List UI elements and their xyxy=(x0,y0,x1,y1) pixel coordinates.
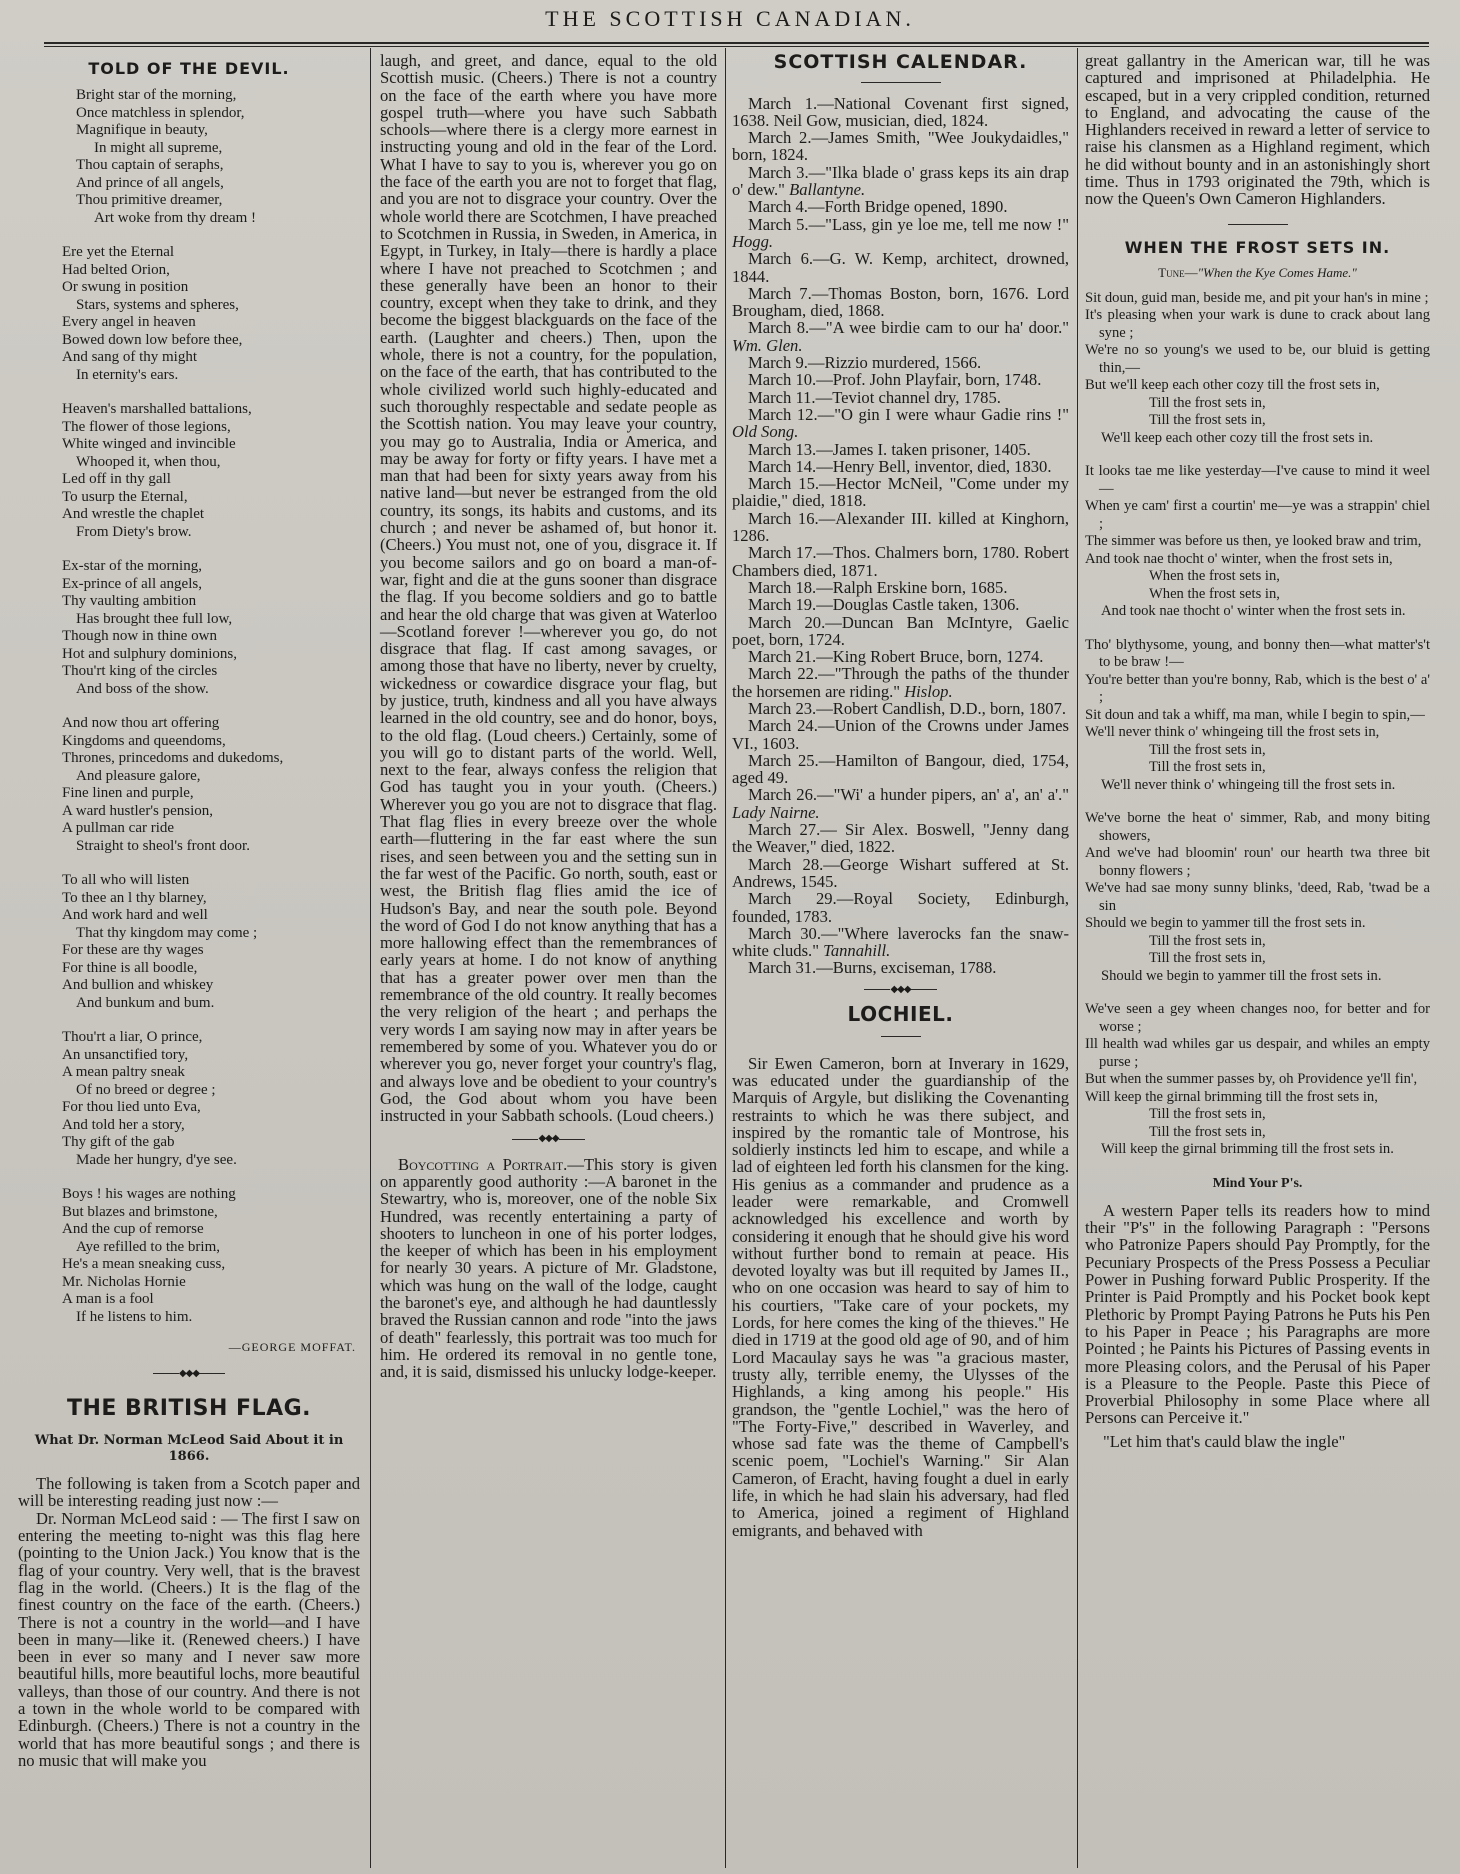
calendar-entry xyxy=(732,458,1069,475)
article-paragraph: Dr. Norman McLeod said : — The first I saw on entering the meeting to-night was this flag here (pointing to the Union Jack.) You know that is the flag of your country. Very well, that is the bravest flag in the world. (Cheers.) It is the flag of the finest country on the face of the earth. (Cheers.) There is not a country in the world—and I have been in many—like it. (Renewed cheers.) I have been in ever so many and I never saw more beautiful hills, more beautiful lochs, more beautiful valleys, than those of our country. And there is not a town in the whole world to be compared with Edinburgh. (Cheers.) There is not a country in the world that has more beautiful songs ; and there is no music that will make you xyxy=(18,1508,360,1770)
tune-label: Tune— xyxy=(1158,265,1198,281)
calendar-date: March 5. xyxy=(748,214,809,234)
calendar-entry xyxy=(732,371,1069,388)
poem-line: We've had sae mony sunny blinks, 'deed, Rab, 'twad be a sin xyxy=(1085,880,1430,914)
title-rule xyxy=(732,73,1069,90)
column-1 xyxy=(18,52,360,1769)
boycott-item xyxy=(380,1156,717,1381)
poem-line: To thee an l thy blarney, xyxy=(62,889,207,906)
calendar-entry xyxy=(732,700,1069,717)
calendar-entry xyxy=(732,752,1069,787)
poem-line: Bright star of the morning, xyxy=(76,87,237,104)
poem-line: Fine linen and purple, xyxy=(62,785,194,802)
calendar-date: March 31. xyxy=(748,958,817,978)
calendar-text: —"Where laverocks fan the snaw-white cluds." xyxy=(732,923,1069,961)
masthead-rule-thin xyxy=(44,46,1429,47)
poem-line: And sang of thy might xyxy=(62,349,197,366)
poem-line: A pullman car ride xyxy=(62,820,175,837)
poem-line: Or swung in position xyxy=(62,279,189,296)
poem-line: White winged and invincible xyxy=(62,436,236,453)
poem-stanza xyxy=(62,715,360,855)
calendar-entry xyxy=(732,198,1069,215)
poem-line: And took nae thocht o' winter when the frost sets in. xyxy=(1101,603,1406,620)
calendar-text: —Forth Bridge opened, 1890. xyxy=(807,197,1008,217)
poem-line: Ere yet the Eternal xyxy=(62,244,175,261)
calendar-entry xyxy=(732,164,1069,199)
calendar-date: March 21. xyxy=(748,647,817,667)
calendar-text: —Hector McNeil, "Come under my plaidie," died, 1818. xyxy=(732,474,1069,511)
article-title: THE BRITISH FLAG. xyxy=(66,1395,312,1421)
poem-line: Magnifique in beauty, xyxy=(76,122,208,139)
poem-line: Till the frost sets in, xyxy=(1149,741,1266,758)
poem-line: Till the frost sets in, xyxy=(1149,394,1266,411)
calendar-date: March 10. xyxy=(748,370,817,390)
poem-line: When the frost sets in, xyxy=(1149,568,1280,585)
article-continuation: laugh, and greet, and dance, equal to the old Scottish music. (Cheers.) There is not a country on the face of the earth where you have more gospel truth—where you have such Sabbath schools—where there is a clergy more earnest in instructing young and old in the fear of the Lord. What I have to say to you is, wherever you go on the face of the earth you are not to forget that flag, and you are not to disgrace your country. Over the whole world there are Scotchmen, I have preached to Scotchmen in Russia, in Sweden, in America, in Egypt, in Turkey, in Italy—there is hardly a place where I have not preached to Scotchmen ; and these generally have been an honor to their country, except when they take to drink, and they become the biggest blackguards on the face of the earth. (Laughter and cheers.) Then, upon the whole, there is not a country, for the population, on the face of the earth, that has contributed to the whole civilized world such highly-educated and such thoroughly respectable and sedate people as the Scottish nation. You may leave your country, you may go to Australia, India or America, and may be away for forty or fifty years. I have met a man that had been for sixty years away from his native land—but never be estranged from the old country, its songs, its habits and customs, and its church ; and never be ashamed of, but honor it. (Cheers.) You must not, one of you, disgrace it. If you become sailors and go on board a man-of-war, fight and die at the guns sooner than disgrace the flag. If you become soldiers and go to battle and hear the old charge that was given at Waterloo—Scotland forever !—wherever you go, do not disgrace that flag. If cast among savages, or among those that have no liberty, never by cruelty, wickedness or cowardice disgrace your flag, but by justice, truth, kindness and all you have always learned in the old country, see and do honor, boys, to the old flag. (Loud cheers.) Certainly, some of you will go to distant parts of the world. Well, next to the fear, always confess the religion that God has taught you in your youth. (Cheers.) Wherever you go you are not to disgrace that flag. That flag flies in every breeze over the whole earth—fluttering in the far east where the sun rises, and seen between you and the setting sun in the far west of the Pacific. Go north, south, east or west, the British flag flies amid the ice of Hudson's Bay, and near the south pole. Beyond the word of God I do not know anything that has a more hallowing effect than the remembrances of early years at home. I do not know of anything that has a greater power over men than the remembrance of the old country. It really becomes the very religion of the heart ; and perhaps the very words I am saying now may in after years be remembered by some of you. Whatever you do or wherever you go, never forget your country's flag, and always love and be obedient to your country's God, the God about whom you have been instructed in your Sabbath schools. (Loud cheers.) xyxy=(380,51,717,1126)
calendar-date: March 7. xyxy=(748,283,812,303)
calendar-text: —"O gin I were whaur Gadie rins !" xyxy=(817,404,1069,424)
poem-line: And now thou art offering xyxy=(62,715,220,732)
poem-line: For these are thy wages xyxy=(62,942,204,959)
poem-line: Once matchless in splendor, xyxy=(76,104,245,121)
poem-line: When ye cam' first a courtin' me—ye was a strappin' chiel ; xyxy=(1085,498,1430,532)
poem-signature: —GEORGE MOFFAT. xyxy=(228,1340,356,1355)
calendar-entry xyxy=(732,319,1069,354)
calendar-text: — Sir Alex. Boswell, "Jenny dang the Weaver," died, 1822. xyxy=(732,820,1069,857)
poem-line: Of no breed or degree ; xyxy=(76,1081,216,1098)
closing-quote: "Let him that's cauld blaw the ingle" xyxy=(1103,1431,1346,1451)
calendar-source: Lady Nairne. xyxy=(732,802,820,822)
calendar-entry xyxy=(732,665,1069,700)
calendar-date: March 16. xyxy=(748,508,819,528)
poem-line: Thrones, princedoms and dukedoms, xyxy=(62,750,284,767)
column-divider xyxy=(1077,48,1078,1868)
calendar-text: —National Covenant first signed, 1638. Neil Gow, musician, died, 1824. xyxy=(732,93,1069,130)
calendar-date: March 2. xyxy=(748,128,812,148)
calendar-text: —Henry Bell, inventor, died, 1830. xyxy=(816,456,1052,476)
column-divider xyxy=(725,48,726,1868)
poem-line: But we'll keep each other cozy till the frost sets in, xyxy=(1085,377,1380,394)
calendar-title: SCOTTISH CALENDAR. xyxy=(773,51,1028,73)
poem-line: Till the frost sets in, xyxy=(1149,412,1266,429)
calendar-text: —Rizzio murdered, 1566. xyxy=(807,353,982,373)
calendar-entry xyxy=(732,890,1069,925)
calendar-text: —"A wee birdie cam to our ha' door." xyxy=(809,318,1069,338)
column-3 xyxy=(732,52,1069,1539)
calendar-entry xyxy=(732,786,1069,821)
column-divider xyxy=(370,48,371,1868)
calendar-text: —Robert Candlish, D.D., born, 1807. xyxy=(816,698,1067,718)
poem-line: Every angel in heaven xyxy=(62,314,196,331)
poem-line: Has brought thee full low, xyxy=(76,610,233,627)
poem-line: And wrestle the chaplet xyxy=(62,506,205,523)
poem-line: Stars, systems and spheres, xyxy=(76,296,239,313)
poem-line: Hot and sulphury dominions, xyxy=(62,645,237,662)
calendar-entry xyxy=(732,856,1069,891)
calendar-text: —Union of the Crowns under James VI., 1603. xyxy=(732,716,1069,753)
poem-line: Ill health wad whiles gar us despair, and whiles an empty purse ; xyxy=(1085,1036,1430,1070)
poem-line: We'll never think o' whingeing till the frost sets in. xyxy=(1101,776,1396,793)
calendar-source: Tannahill. xyxy=(823,941,891,961)
calendar-entry xyxy=(732,821,1069,856)
poem-stanza xyxy=(62,401,360,541)
calendar-entry xyxy=(732,95,1069,130)
calendar-entry xyxy=(732,216,1069,251)
poem-line: But blazes and brimstone, xyxy=(62,1203,218,1220)
poem-stanza xyxy=(62,87,360,227)
poem-line: And told her a story, xyxy=(62,1116,185,1133)
calendar-text: —Douglas Castle taken, 1306. xyxy=(816,595,1020,615)
poem-line: We've seen a gey wheen changes noo, for better and for worse ; xyxy=(1085,1001,1430,1035)
calendar-entry xyxy=(732,406,1069,441)
poem-stanza xyxy=(1085,1001,1430,1159)
poem-line: But when the summer passes by, oh Providence ye'll fin', xyxy=(1085,1071,1418,1088)
poem-line: Kingdoms and queendoms, xyxy=(62,732,226,749)
poem-line: Boys ! his wages are nothing xyxy=(62,1186,236,1203)
calendar-text: —Thos. Chalmers born, 1780. Robert Chambers died, 1871. xyxy=(732,543,1070,580)
calendar-entry xyxy=(732,285,1069,320)
poem-line: Till the frost sets in, xyxy=(1149,759,1266,776)
poem-stanza xyxy=(62,872,360,1012)
ornament-divider: ◆◆◆ xyxy=(732,981,1069,998)
calendar-text: —Prof. John Playfair, born, 1748. xyxy=(816,370,1042,390)
poem-line: A ward hustler's pension, xyxy=(62,802,214,819)
calendar-date: March 18. xyxy=(748,577,817,597)
poem-line: In might all supreme, xyxy=(94,139,223,156)
poem-line: To usurp the Eternal, xyxy=(62,488,188,505)
poem-line: And pleasure galore, xyxy=(76,767,201,784)
poem-line: A mean paltry sneak xyxy=(62,1064,185,1081)
poem-line: From Diety's brow. xyxy=(76,523,192,540)
calendar-date: March 20. xyxy=(748,612,826,632)
poem-line: To all who will listen xyxy=(62,872,190,889)
calendar-entry xyxy=(732,354,1069,371)
calendar-entry xyxy=(732,475,1069,510)
poem-line: Till the frost sets in, xyxy=(1149,1106,1266,1123)
poem-line: Till the frost sets in, xyxy=(1149,1123,1266,1140)
calendar-text: —Teviot channel dry, 1785. xyxy=(815,387,1001,407)
calendar-entry xyxy=(732,510,1069,545)
poem-line: That thy kingdom may come ; xyxy=(76,924,258,941)
poem-told-of-the-devil xyxy=(18,87,360,1326)
poem-line: And bunkum and bum. xyxy=(76,994,215,1011)
poem-stanza xyxy=(1085,637,1430,795)
poem-line: Straight to sheol's front door. xyxy=(76,837,250,854)
article-paragraph: The following is taken from a Scotch paper and will be interesting reading just now :— xyxy=(18,1474,360,1511)
poem-line: For thine is all boodle, xyxy=(62,959,198,976)
poem-frost xyxy=(1085,290,1430,1159)
poem-line: It looks tae me like yesterday—I've cause to mind it weel— xyxy=(1085,463,1430,497)
poem-line: Should we begin to yammer till the frost sets in. xyxy=(1085,915,1366,932)
calendar-entry xyxy=(732,959,1069,976)
calendar-date: March 30. xyxy=(748,923,821,943)
poem-line: Heaven's marshalled battalions, xyxy=(62,401,252,418)
calendar-date: March 25. xyxy=(748,750,819,770)
lochiel-title: LOCHIEL. xyxy=(847,1002,954,1027)
calendar-date: March 8. xyxy=(748,318,810,338)
calendar-entry xyxy=(732,717,1069,752)
calendar-date: March 19. xyxy=(748,595,817,615)
poem-line: Ex-star of the morning, xyxy=(62,558,202,575)
calendar-text: —"Lass, gin ye loe me, tell me now !" xyxy=(808,214,1069,234)
calendar-text: —"Wi' a hunder pipers, an' a', an' a'." xyxy=(817,785,1070,805)
column-2 xyxy=(380,52,717,1381)
calendar-source: Wm. Glen. xyxy=(732,335,803,355)
calendar-text: —Thomas Boston, born, 1676. Lord Brougham, died, 1868. xyxy=(732,283,1070,321)
calendar-date: March 26. xyxy=(748,785,818,805)
calendar-date: March 9. xyxy=(748,353,808,373)
poem-line: Sit doun, guid man, beside me, and pit your han's in mine ; xyxy=(1085,289,1429,306)
poem-line: Thou'rt a liar, O prince, xyxy=(62,1029,203,1046)
calendar-date: March 24. xyxy=(748,716,818,736)
poem-line: And work hard and well xyxy=(62,907,208,924)
calendar-date: March 22. xyxy=(748,664,819,684)
calendar-date: March 4. xyxy=(748,197,808,217)
poem-stanza xyxy=(62,1186,360,1326)
poem-stanza xyxy=(62,244,360,384)
calendar-text: —G. W. Kemp, architect, drowned, 1844. xyxy=(732,249,1069,286)
poem-line: Ex-prince of all angels, xyxy=(62,575,202,592)
poem-line: We'll never think o' whingeing till the frost sets in, xyxy=(1085,724,1380,741)
poem-line: For thou lied unto Eva, xyxy=(62,1099,201,1116)
calendar-entry xyxy=(732,579,1069,596)
poem-line: Thou primitive dreamer, xyxy=(76,192,223,209)
calendar-date: March 3. xyxy=(748,162,809,182)
mind-title: Mind Your P's. xyxy=(1212,1175,1303,1191)
calendar-text: —"Ilka blade o' grass keps its ain drap o' dew." xyxy=(732,162,1069,200)
boycott-text: —This story is given on apparently good authority :—A baronet in the Stewartry, who is, moreover, one of the noble Six Hundred, was recently entertaining a party of shooters to luncheon in one of his porter lodges, the keeper of which has been in his employment for nearly 30 years. A picture of Mr. Gladstone, which was hung on the wall of the lodge, caught the baronet's eye, and although he had dauntlessly braved the Russian cannon and rode "into the jaws of death" fearlessly, this portrait was too much for him. He ordered its removal in no gentle tone, and, it is said, dismissed his unlucky lodge-keeper. xyxy=(380,1154,717,1382)
poem-line: Will keep the girnal brimming till the frost sets in, xyxy=(1085,1088,1378,1105)
article-subtitle: What Dr. Norman McLeod Said About it in 1866. xyxy=(34,1433,344,1465)
calendar-text: —King Robert Bruce, born, 1274. xyxy=(816,647,1044,667)
poem-line: Should we begin to yammer till the frost sets in. xyxy=(1101,967,1382,984)
poem-line: An unsanctified tory, xyxy=(62,1046,189,1063)
calendar-entry xyxy=(732,648,1069,665)
calendar-entry xyxy=(732,614,1069,649)
poem-line: And took nae thocht o' winter, when the frost sets in, xyxy=(1085,550,1393,567)
calendar-date: March 28. xyxy=(748,854,824,874)
calendar-text: —George Wishart suffered at St. Andrews, 1545. xyxy=(732,854,1069,891)
calendar-text: —Royal Society, Edinburgh, founded, 1783. xyxy=(732,889,1070,926)
calendar-source: Hislop. xyxy=(904,681,953,701)
tune-name: "When the Kye Comes Hame." xyxy=(1197,265,1357,281)
poem-line: In eternity's ears. xyxy=(76,366,179,383)
calendar-entry xyxy=(732,441,1069,458)
calendar-source: Old Song. xyxy=(732,422,799,442)
poem-line: And prince of all angels, xyxy=(76,174,224,191)
poem-line: When the frost sets in, xyxy=(1149,585,1280,602)
calendar-entry xyxy=(732,925,1069,960)
mind-text: A western Paper tells its readers how to mind their "P's" in the following Paragraph : "Persons who Patronize Papers should Pay Promptly, for the Pecuniary Prospects of the Press Possess a Peculiar Power in Pushing forward Public Prosperity. If the Printer is Paid Promptly and his Pocket book kept Plethoric by Prompt Paying Patrons he Puts his Pen to his Paper in Peace ; his Paragraphs are more Pointed ; he Paints his Pictures of Passing events in more Pleasing colors, and the Perusal of his Paper is a Pleasure to the People. Paste this Piece of Proverbial Philosophy in some Place where all Persons can Perceive it." xyxy=(1085,1200,1430,1428)
poem-line: And the cup of remorse xyxy=(62,1221,204,1238)
calendar-text: —James I. taken prisoner, 1405. xyxy=(816,439,1031,459)
calendar-source: Ballantyne. xyxy=(789,180,866,200)
calendar-text: —Alexander III. killed at Kinghorn, 1286. xyxy=(732,508,1069,546)
poem-line: We'll keep each other cozy till the frost sets in. xyxy=(1101,429,1374,446)
poem-line: We're no so young's we used to be, our bluid is getting thin,— xyxy=(1085,342,1430,376)
poem-line: Thy vaulting ambition xyxy=(62,593,197,610)
boycott-title: Boycotting a Portrait. xyxy=(398,1154,568,1174)
poem-stanza xyxy=(1085,810,1430,985)
calendar-text: —Burns, exciseman, 1788. xyxy=(816,958,997,978)
poem-line: Sit doun and tak a whiff, ma man, while I begin to spin,— xyxy=(1085,706,1425,723)
poem-line: He's a mean sneaking cuss, xyxy=(62,1256,226,1273)
lochiel-continuation: great gallantry in the American war, till he was captured and imprisoned at Philadelphia. He escaped, but in a very crippled condition, returned to England, and advocating the cause of the Highlanders received in reward a letter of service to raise his clansmen as a Highland regiment, which he did without bounty and in an astonishingly short time. Thus in 1793 originated the 79th, which is now the Queen's Own Cameron Highlanders. xyxy=(1085,51,1430,209)
calendar-date: March 27. xyxy=(748,820,821,840)
calendar-date: March 14. xyxy=(748,456,817,476)
calendar-date: March 29. xyxy=(748,889,837,909)
masthead-rule xyxy=(44,42,1429,44)
lochiel-text: Sir Ewen Cameron, born at Inverary in 1629, was educated under the guardianship of the Marquis of Argyle, but disliking the Covenanting restraints to which he was there subject, and inspired by the romantic tale of Montrose, his soldierly instincts led him to escape, and while a lad of eighteen led forth his clansmen for the king. His genius as a commander and prudence as a leader were remarkable, and Cromwell acknowledged his excellence and worth by considering it enough that he should give his word without further bond to remain at peace. His devoted loyalty was but ill requited by James II., who on one occasion was heard to say of him to his courtiers, "Take care of your pockets, my Lords, for here comes the king of the thieves." He died in 1719 at the good old age of 90, and of him Lord Macaulay says he was "a gracious master, trusty ally, terrible enemy, the Ulysses of the Highlands, a king among his people." His grandson, the "gentle Lochiel," was the hero of "The Forty-Five," described in Waverley, and whose sad fate was the theme of Campbell's scenic poem, "Lochiel's Warning." Sir Alan Cameron, of Eracht, having fought a duel in early life, in which he had slain his adversary, had fled to America, joined a regiment of Highland emigrants, and behaved with xyxy=(732,1053,1069,1540)
masthead: THE SCOTTISH CANADIAN. xyxy=(545,6,915,31)
poem-line: Till the frost sets in, xyxy=(1149,932,1266,949)
poem-line: Tho' blythysome, young, and bonny then—what matter's't to be braw !— xyxy=(1085,636,1430,671)
poem-line: Made her hungry, d'ye see. xyxy=(76,1151,237,1168)
poem-line: Thy gift of the gab xyxy=(62,1134,175,1151)
poem-stanza xyxy=(62,1029,360,1169)
calendar-entry xyxy=(732,389,1069,406)
poem-line: Mr. Nicholas Hornie xyxy=(62,1273,186,1290)
column-4 xyxy=(1085,52,1430,1450)
poem-title: TOLD OF THE DEVIL. xyxy=(88,59,290,78)
calendar-entry xyxy=(732,596,1069,613)
calendar-text: —Duncan Ban McIntyre, Gaelic poet, born, 1724. xyxy=(732,612,1070,649)
poem-line: Bowed down low before thee, xyxy=(62,331,243,348)
calendar-source: Hogg. xyxy=(732,231,774,251)
title-rule xyxy=(1085,216,1430,233)
calendar-date: March 6. xyxy=(748,249,814,269)
poem-line: We've borne the heat o' simmer, Rab, and mony biting showers, xyxy=(1085,810,1430,844)
calendar-text: —Ralph Erskine born, 1685. xyxy=(816,577,1008,597)
calendar-list xyxy=(732,95,1069,977)
poem-line: Had belted Orion, xyxy=(62,261,170,278)
frost-tune xyxy=(1085,264,1430,281)
calendar-date: March 1. xyxy=(748,93,818,113)
poem-line: Till the frost sets in, xyxy=(1149,950,1266,967)
calendar-date: March 13. xyxy=(748,439,817,459)
calendar-entry xyxy=(732,250,1069,285)
poem-line: Thou'rt king of the circles xyxy=(62,663,218,680)
poem-stanza xyxy=(1085,290,1430,448)
poem-line: The flower of those legions, xyxy=(62,418,231,435)
calendar-date: March 15. xyxy=(748,474,820,494)
poem-line: Whooped it, when thou, xyxy=(76,453,221,470)
poem-line: Though now in thine own xyxy=(62,628,217,645)
poem-line: Led off in thy gall xyxy=(62,471,171,488)
calendar-date: March 23. xyxy=(748,698,817,718)
calendar-entry xyxy=(732,544,1069,579)
poem-line: The simmer was before us then, ye looked braw and trim, xyxy=(1085,533,1422,550)
title-rule xyxy=(732,1027,1069,1044)
poem-line: You're better than you're bonny, Rab, which is the best o' a' ; xyxy=(1085,671,1430,706)
poem-line: Art woke from thy dream ! xyxy=(94,209,257,226)
article-body xyxy=(18,1475,360,1769)
ornament-divider: ◆◆◆ xyxy=(380,1130,717,1147)
calendar-date: March 12. xyxy=(748,404,818,424)
poem-line: A man is a fool xyxy=(62,1291,154,1308)
calendar-text: —Hamilton of Bangour, died, 1754, aged 49. xyxy=(732,750,1069,788)
poem-stanza xyxy=(1085,463,1430,621)
poem-line: Aye refilled to the brim, xyxy=(76,1238,220,1255)
poem-line: It's pleasing when your wark is dune to crack about lang syne ; xyxy=(1085,307,1430,341)
poem-line: If he listens to him. xyxy=(76,1308,193,1325)
poem-line: And boss of the show. xyxy=(76,680,209,697)
calendar-text: —James Smith, "Wee Joukydaidles," born, 1824. xyxy=(732,128,1069,165)
frost-title: WHEN THE FROST SETS IN. xyxy=(1124,237,1391,257)
calendar-entry xyxy=(732,129,1069,164)
poem-line: And bullion and whiskey xyxy=(62,977,214,994)
poem-stanza xyxy=(62,558,360,698)
poem-line: And we've had bloomin' roun' our hearth twa three bit bonny flowers ; xyxy=(1085,845,1430,879)
calendar-date: March 17. xyxy=(748,543,817,563)
poem-line: Thou captain of seraphs, xyxy=(76,157,224,174)
poem-line: Will keep the girnal brimming till the frost sets in. xyxy=(1101,1141,1394,1158)
calendar-date: March 11. xyxy=(748,387,816,407)
calendar-text: —"Through the paths of the thunder the horsemen are riding." xyxy=(732,664,1069,701)
ornament-divider: ◆◆◆ xyxy=(18,1365,360,1382)
